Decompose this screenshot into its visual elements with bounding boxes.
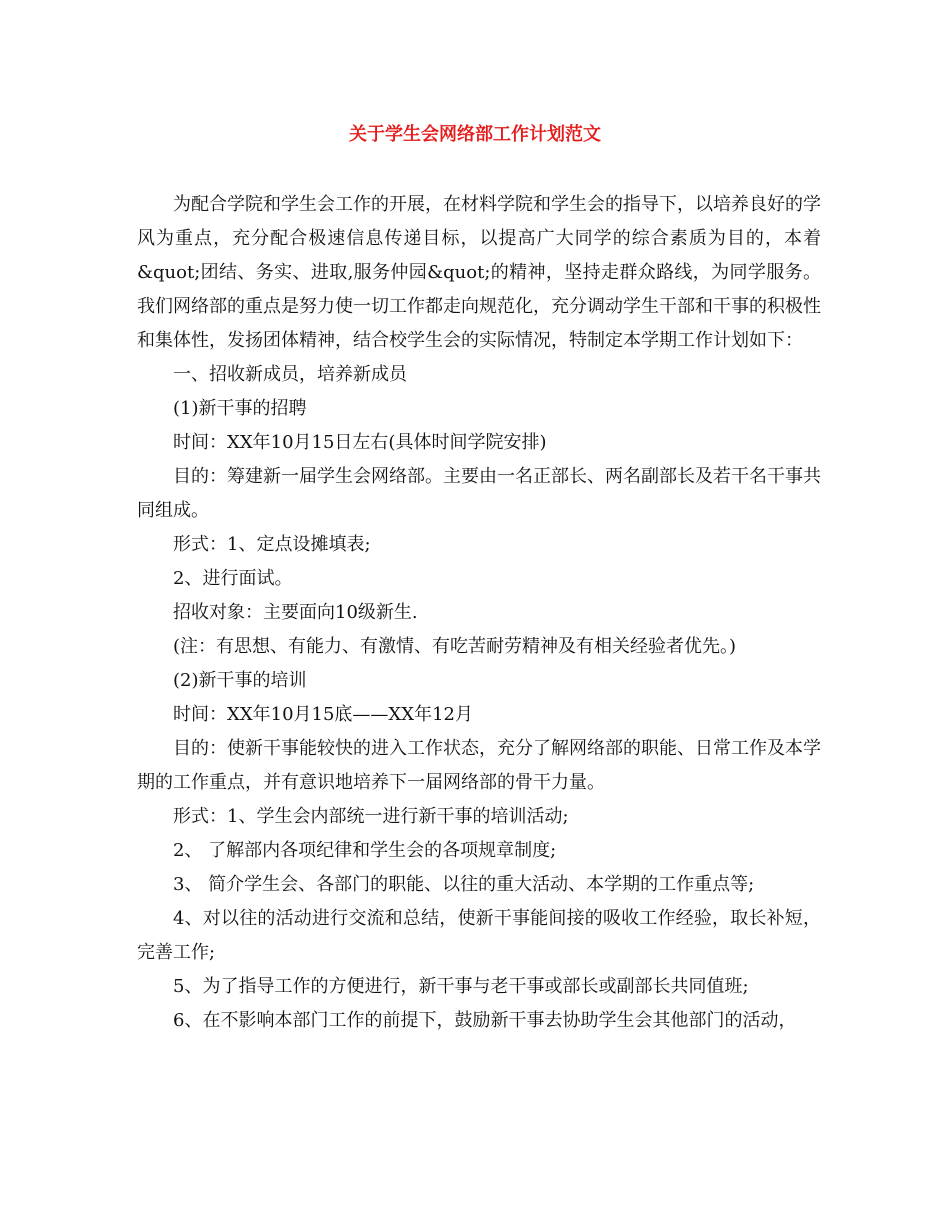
paragraph-recruitment-form-2: 2、进行面试。: [173, 568, 293, 589]
paragraph-training-form-1: 形式：1、学生会内部统一进行新干事的培训活动;: [173, 806, 569, 827]
paragraph-training-form-6: 6、在不影响本部门工作的前提下，鼓励新干事去协助学生会其他部门的活动，: [173, 1010, 797, 1031]
paragraph-intro: 为配合学院和学生会工作的开展，在材料学院和学生会的指导下，以培养良好的学风为重点，充分配合极速信息传递目标，以提高广大同学的综合素质为目的，本着&quot;团结、务实、进取,服务仲园&quot;的精神，坚持走群众路线，为同学服务。我们网络部的重点是努力使一切工作都走向规范化，充分调动学生干部和干事的积极性和集体性，发扬团体精神，结合校学生会的实际情况，特制定本学期工作计划如下：: [137, 194, 821, 351]
paragraph-recruitment-target: 招收对象：主要面向10级新生.: [173, 602, 418, 623]
paragraph-training-time: 时间：XX年10月15底——XX年12月: [173, 704, 473, 725]
paragraph-training-form-5: 5、为了指导工作的方便进行，新干事与老干事或部长或副部长共同值班;: [173, 976, 749, 997]
paragraph-recruitment-note: (注：有思想、有能力、有激情、有吃苦耐劳精神及有相关经验者优先。): [173, 636, 737, 657]
paragraph-recruitment-time: 时间：XX年10月15日左右(具体时间学院安排): [173, 432, 547, 453]
paragraph-recruitment-heading: (1)新干事的招聘: [173, 398, 307, 419]
document-body: [137, 188, 821, 1038]
paragraph-section-heading: 一、招收新成员，培养新成员: [173, 364, 407, 385]
paragraph-training-heading: (2)新干事的培训: [173, 670, 307, 691]
paragraph-recruitment-form-1: 形式：1、定点设摊填表;: [173, 534, 371, 555]
paragraph-training-form-2: 2、 了解部内各项纪律和学生会的各项规章制度;: [173, 840, 557, 861]
paragraph-training-goal: 目的：使新干事能较快的进入工作状态，充分了解网络部的职能、日常工作及本学期的工作重点，并有意识地培养下一届网络部的骨干力量。: [137, 738, 821, 793]
paragraph-training-form-3: 3、 简介学生会、各部门的职能、以往的重大活动、本学期的工作重点等;: [173, 874, 755, 895]
paragraph-recruitment-goal: 目的：筹建新一届学生会网络部。主要由一名正部长、两名副部长及若干名干事共同组成。: [137, 466, 821, 521]
paragraph-training-form-4: 4、对以往的活动进行交流和总结，使新干事能间接的吸收工作经验，取长补短，完善工作;: [137, 908, 821, 963]
document-title: 关于学生会网络部工作计划范文: [349, 124, 601, 145]
